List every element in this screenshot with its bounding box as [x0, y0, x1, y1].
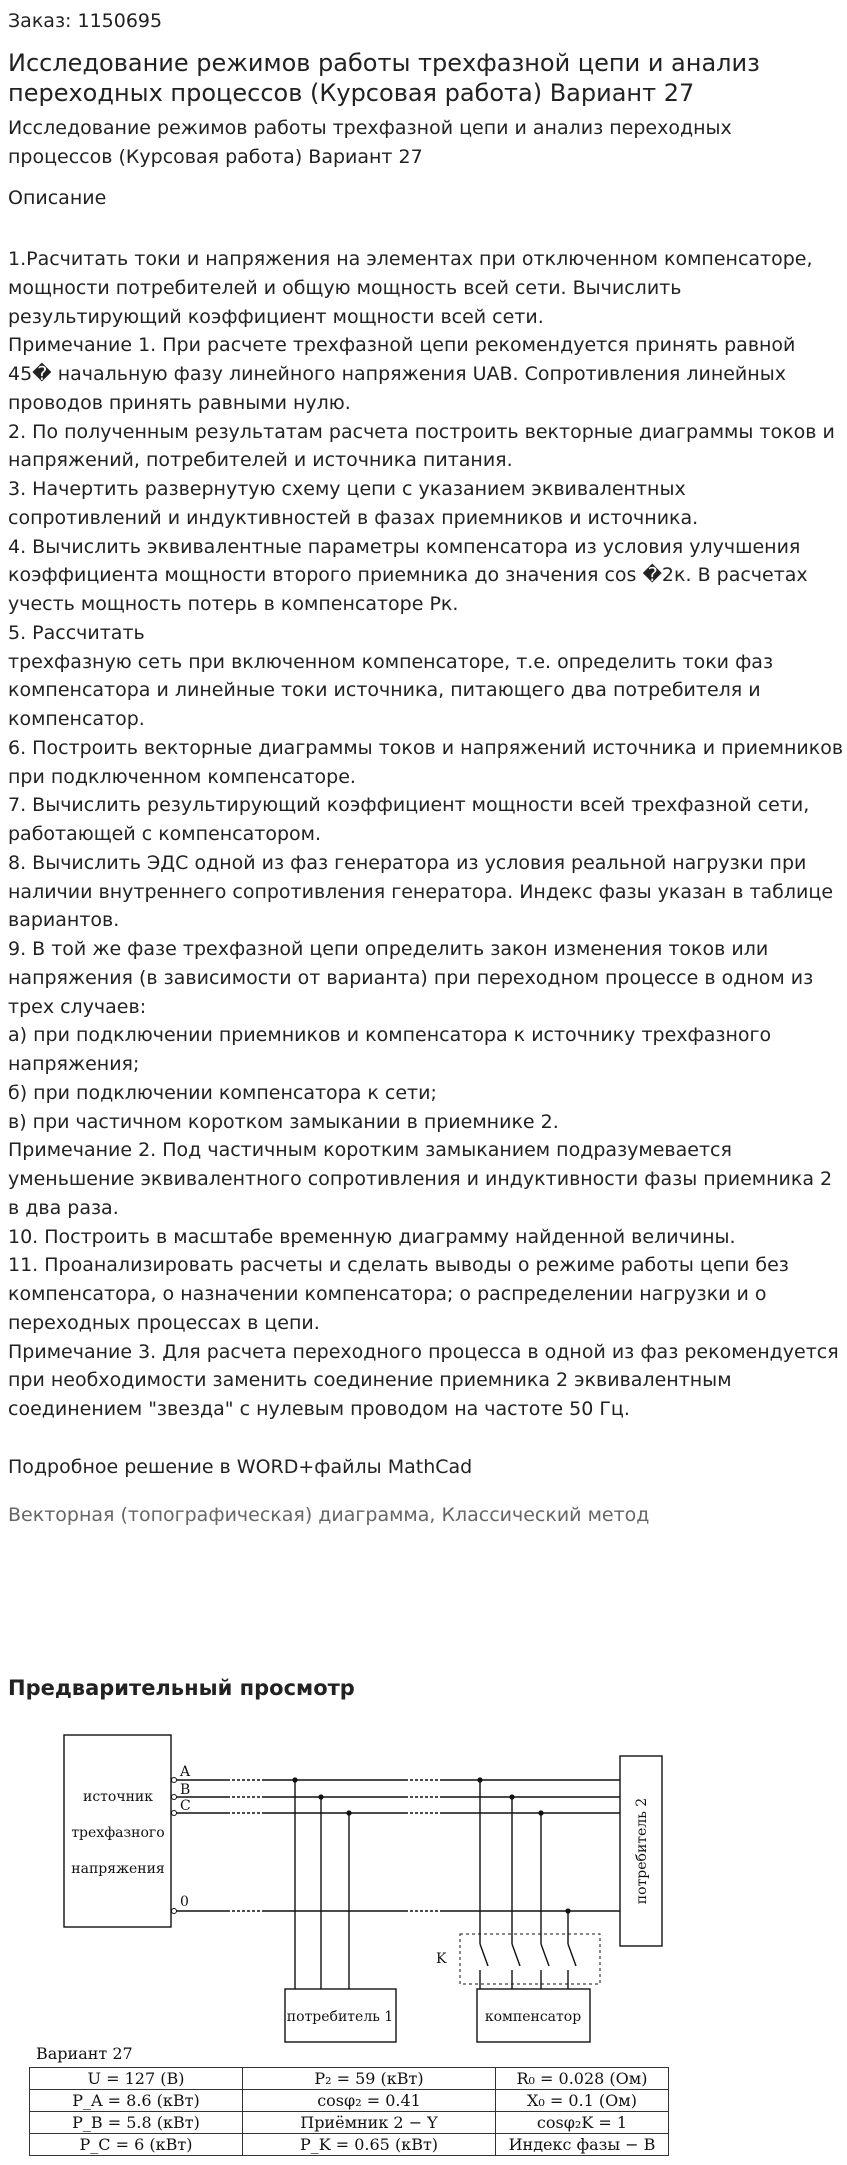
table-cell: Индекс фазы − B — [496, 2134, 669, 2156]
switch-box — [460, 1934, 600, 1984]
table-cell: R₀ = 0.028 (Ом) — [496, 2068, 669, 2090]
phase-b-label: B — [180, 1782, 191, 1798]
table-cell: P_A = 8.6 (кВт) — [30, 2090, 243, 2112]
source-label-2: трехфазного — [71, 1825, 165, 1841]
description-text: 1.Расчитать токи и напряжения на элементах при отключенном компенсаторе, мощности потребителей и общую мощность всей сети. Вычислить результирующий коэффициент мощности всей сети. Примечание 1. При расчете трехфазной цепи рекомендуется принять равной 45� начальную фазу линейного напряжения UAB. Сопротивления линейных проводов принять равными нулю. 2. По полученным результатам расчета построить векторные диаграммы токов и напряжений, потребителей и источника питания. 3. Начертить развернутую схему цепи с указанием эквивалентных сопротивлений и индуктивностей в фазах приемников и источника. 4. Вычислить эквивалентные параметры компенсатора из условия улучшения коэффициента мощности второго приемника до значения cos �2к. В расчетах учесть мощность потерь в компенсаторе Pк. 5. Рассчитать трехфазную сеть при включенном компенсаторе, т.е. определить токи фаз компенсатора и линейные токи источника, питающего два потребителя и компенсатор. 6. Построить векторные диаграммы токов и напряжений источника и приемников при подключенном компенсаторе. 7. Вычислить результирующий коэффициент мощности всей трехфазной сети, работающей с компенсатором. 8. Вычислить ЭДС одной из фаз генератора из условия реальной нагрузки при наличии внутреннего сопротивления генератора. Индекс фазы указан в таблице вариантов. 9. В той же фазе трехфазной цепи определить закон изменения токов или напряжения (в зависимости от варианта) при переходном процессе в одном из трех случаев: а) при подключении приемников и компенсатора к источнику трехфазного напряжения; б) при подключении компенсатора к сети; в) при частичном коротком замыкании в приемнике 2. Примечание 2. Под частичным коротким замыканием подразумевается уменьшение эквивалентного сопротивления и индуктивности фазы приемника 2 в два раза. 10. Построить в масштабе временную диаграмму найденной величины. 11. Проанализировать расчеты и сделать выводы о режиме работы цепи без компенсатора, о назначении компенсатора; о распределении нагрузки и о переходных процессах в цепи. Примечание 3. Для расчета переходного процесса в одной из фаз рекомендуется при необходимости заменить соединение приемника 2 эквивалентным соединением "звезда" с нулевым проводом на частоте 50 Гц. Подробное решение в WORD+файлы MathCad — [8, 248, 844, 1478]
table-row — [30, 2134, 669, 2156]
consumer2-label: потребитель 2 — [634, 1797, 650, 1905]
table-cell: P_K = 0.65 (кВт) — [243, 2134, 496, 2156]
variant-table — [29, 2067, 669, 2156]
phase-a-label: A — [180, 1764, 191, 1780]
tags-line[interactable]: Векторная (топографическая) диаграмма, Классический метод — [8, 1504, 650, 1526]
table-cell: X₀ = 0.1 (Ом) — [496, 2090, 669, 2112]
order-number: Заказ: 1150695 — [8, 10, 163, 32]
table-cell: cosφ₂ = 0.41 — [243, 2090, 496, 2112]
consumer1-label: потребитель 1 — [286, 2009, 394, 2025]
switch-label: K — [436, 1951, 447, 1967]
table-cell: P₂ = 59 (кВт) — [243, 2068, 496, 2090]
source-label-3: напряжения — [71, 1861, 165, 1877]
variant-label: Вариант 27 — [36, 2044, 133, 2063]
source-label-1: источник — [82, 1789, 154, 1805]
phase-c-label: C — [180, 1798, 191, 1814]
preview-heading: Предварительный просмотр — [8, 1676, 355, 1700]
compensator-label: компенсатор — [484, 2009, 582, 2025]
page-title: Исследование режимов работы трехфазной цепи и анализ переходных процессов (Курсовая работа) Вариант 27 — [8, 49, 760, 107]
circuit-diagram — [8, 1722, 708, 2062]
phase-0-label: 0 — [180, 1894, 189, 1910]
table-row — [30, 2112, 669, 2134]
table-row — [30, 2068, 669, 2090]
table-cell: Приёмник 2 − Y — [243, 2112, 496, 2134]
table-cell: U = 127 (B) — [30, 2068, 243, 2090]
description-heading: Описание — [8, 187, 107, 209]
table-cell: cosφ₂K = 1 — [496, 2112, 669, 2134]
page-subtitle: Исследование режимов работы трехфазной цепи и анализ переходных процессов (Курсовая работа) Вариант 27 — [8, 117, 732, 168]
table-row — [30, 2090, 669, 2112]
table-cell: P_B = 5.8 (кВт) — [30, 2112, 243, 2134]
table-cell: P_C = 6 (кВт) — [30, 2134, 243, 2156]
